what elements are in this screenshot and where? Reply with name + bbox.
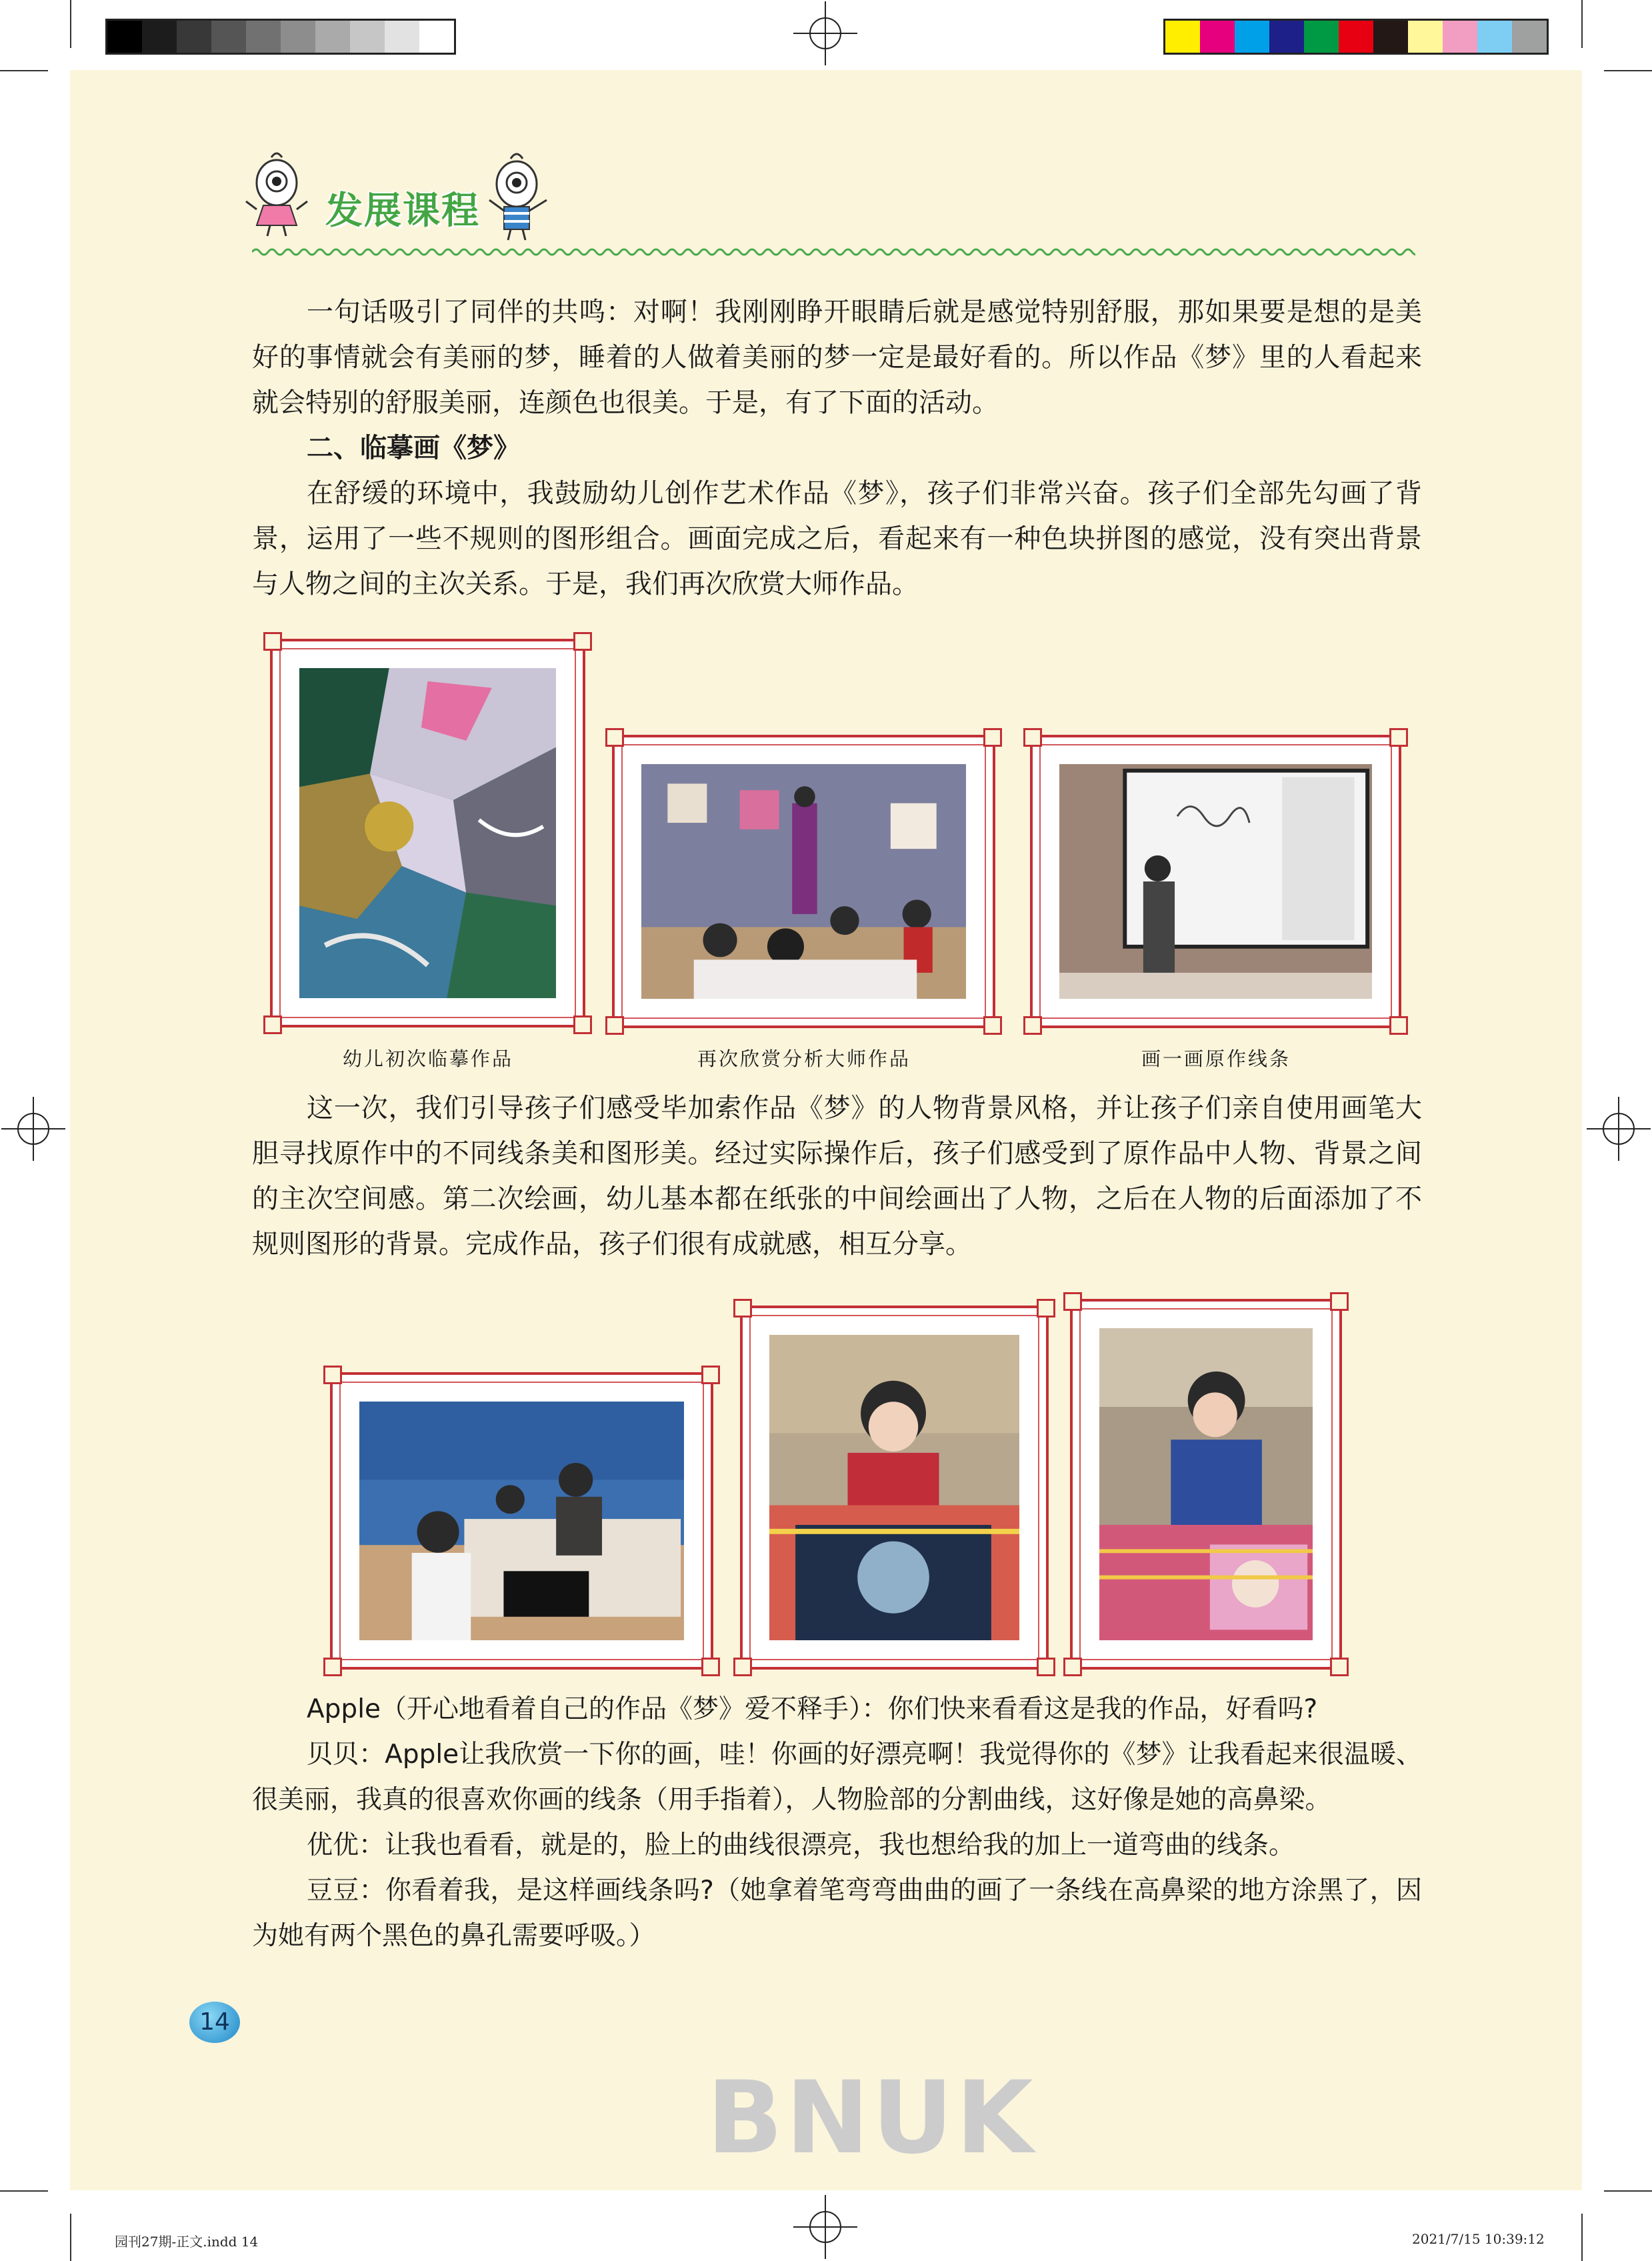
section-title: 发展课程 xyxy=(325,189,480,233)
color-swatch xyxy=(107,21,142,53)
color-swatch xyxy=(142,21,177,53)
paragraph: 在舒缓的环境中，我鼓励幼儿创作艺术作品《梦》，孩子们非常兴奋。孩子们全部先勾画了背景，运用了一些不规则的图形组合。画面完成之后，看起来有一种色块拼图的感觉，没有突出背景与人物之间的主次关系。于是，我们再次欣赏大师作品。 xyxy=(252,478,1422,599)
photo-frame-child-copy xyxy=(270,639,585,1027)
dialogue-line: 贝贝：Apple让我欣赏一下你的画，哇！你画的好漂亮啊！我觉得你的《梦》让我看起来很温暖、很美丽，我真的很喜欢你画的线条（用手指着），人物脸部的分割曲线，这好像是她的高鼻梁。 xyxy=(252,1740,1422,1815)
photo-children-drawing xyxy=(359,1402,684,1640)
mascot-girl-icon xyxy=(243,152,310,239)
crop-mark xyxy=(70,2214,71,2261)
registration-mark-left xyxy=(1,1097,65,1161)
dialogue-line: 豆豆：你看着我，是这样画线条吗?（她拿着笔弯弯曲曲的画了一条线在高鼻梁的地方涂黑了，因为她有两个黑色的鼻孔需要呼吸。） xyxy=(252,1876,1422,1951)
color-swatch xyxy=(1477,21,1512,53)
photo-child-copy-painting xyxy=(299,668,556,998)
color-swatch xyxy=(1443,21,1477,53)
intro-text-block xyxy=(252,289,1422,607)
dialogue-block xyxy=(252,1687,1422,1959)
frame-corner-ornament xyxy=(573,632,592,651)
photo-caption: 画一画原作线条 xyxy=(1141,1047,1291,1070)
photo-caption: 幼儿初次临摹作品 xyxy=(342,1047,513,1070)
subsection-heading: 二、临摹画《梦》 xyxy=(307,433,520,463)
crop-mark xyxy=(1604,2190,1652,2192)
color-swatch xyxy=(315,21,350,53)
color-swatch xyxy=(419,21,454,53)
frame-corner-ornament xyxy=(573,1015,592,1034)
crop-mark xyxy=(1604,70,1652,71)
dialogue-line: 优优：让我也看看，就是的，脸上的曲线很漂亮，我也想给我的加上一道弯曲的线条。 xyxy=(307,1830,1295,1860)
color-swatch xyxy=(1269,21,1304,53)
frame-corner-ornament xyxy=(701,1658,720,1676)
crop-mark xyxy=(1581,0,1583,48)
frame-corner-ornament xyxy=(1023,1016,1042,1035)
color-swatch xyxy=(1408,21,1443,53)
photo-teacher-and-children xyxy=(641,764,966,999)
frame-corner-ornament xyxy=(605,728,624,747)
dialogue-line: Apple（开心地看着自己的作品《梦》爱不释手）：你们快来看看这是我的作品，好看吗? xyxy=(307,1694,1318,1724)
color-swatch xyxy=(1200,21,1235,53)
cmyk-color-bar xyxy=(1163,19,1549,55)
paragraph: 一句话吸引了同伴的共鸣：对啊！我刚刚睁开眼睛后就是感觉特别舒服，那如果要是想的是美好的事情就会有美丽的梦，睡着的人做着美丽的梦一定是最好看的。所以作品《梦》里的人看起来就会特别的舒服美丽，连颜色也很美。于是，有了下面的活动。 xyxy=(252,297,1422,418)
crop-mark xyxy=(1581,2214,1583,2261)
photo-frame-boy-painting xyxy=(1070,1299,1342,1670)
photo-frame-girl-painting xyxy=(740,1306,1049,1670)
paragraph: 这一次，我们引导孩子们感受毕加索作品《梦》的人物背景风格，并让孩子们亲自使用画笔大胆寻找原作中的不同线条美和图形美。经过实际操作后，孩子们感受到了原作品中人物、背景之间的主次空间感。第二次绘画，幼儿基本都在纸张的中间绘画出了人物，之后在人物的后面添加了不规则图形的背景。完成作品，孩子们很有成就感，相互分享。 xyxy=(252,1093,1422,1260)
color-swatch xyxy=(177,21,211,53)
registration-mark-top xyxy=(793,1,857,65)
page-number-badge: 14 xyxy=(189,2002,240,2043)
photo-boy-with-artwork xyxy=(1099,1328,1313,1640)
frame-corner-ornament xyxy=(733,1299,752,1318)
frame-corner-ornament xyxy=(1063,1292,1082,1311)
wavy-divider xyxy=(252,247,1415,257)
crop-mark xyxy=(70,0,71,48)
photo-girl-with-artwork xyxy=(769,1335,1019,1640)
color-swatch xyxy=(1235,21,1269,53)
file-slug-left: 园刊27期-正文.indd 14 xyxy=(115,2234,259,2250)
crop-mark xyxy=(0,70,48,71)
frame-corner-ornament xyxy=(1330,1658,1349,1676)
photo-caption: 再次欣赏分析大师作品 xyxy=(697,1047,911,1070)
frame-corner-ornament xyxy=(323,1658,342,1676)
color-swatch xyxy=(1373,21,1408,53)
color-swatch xyxy=(1339,21,1373,53)
color-swatch xyxy=(1165,21,1200,53)
frame-corner-ornament xyxy=(1330,1292,1349,1311)
photo-frame-draw-lines xyxy=(1030,735,1401,1028)
frame-corner-ornament xyxy=(1037,1299,1055,1318)
color-swatch xyxy=(385,21,419,53)
color-swatch xyxy=(246,21,281,53)
watermark: BNUK xyxy=(707,2060,1036,2176)
frame-corner-ornament xyxy=(263,1015,282,1034)
frame-corner-ornament xyxy=(323,1366,342,1384)
color-swatch xyxy=(211,21,246,53)
frame-corner-ornament xyxy=(983,728,1002,747)
registration-mark-right xyxy=(1587,1097,1651,1161)
frame-corner-ornament xyxy=(1037,1658,1055,1676)
frame-corner-ornament xyxy=(263,632,282,651)
frame-corner-ornament xyxy=(605,1016,624,1035)
photo-frame-drawing-table xyxy=(330,1372,713,1670)
frame-corner-ornament xyxy=(1389,728,1408,747)
frame-corner-ornament xyxy=(1023,728,1042,747)
frame-corner-ornament xyxy=(983,1016,1002,1035)
frame-corner-ornament xyxy=(1389,1016,1408,1035)
frame-corner-ornament xyxy=(733,1658,752,1676)
registration-mark-bottom xyxy=(793,2195,857,2259)
photo-child-at-whiteboard xyxy=(1059,764,1372,999)
color-swatch xyxy=(350,21,385,53)
color-swatch xyxy=(281,21,315,53)
frame-corner-ornament xyxy=(701,1366,720,1384)
crop-mark xyxy=(0,2190,48,2192)
middle-text-block xyxy=(252,1085,1422,1267)
mascot-boy-icon xyxy=(480,152,553,242)
color-swatch xyxy=(1512,21,1547,53)
frame-corner-ornament xyxy=(1063,1658,1082,1676)
grayscale-color-bar xyxy=(105,19,456,55)
photo-frame-master-analysis xyxy=(612,735,995,1028)
color-swatch xyxy=(1304,21,1339,53)
file-slug-right: 2021/7/15 10:39:12 xyxy=(1412,2231,1545,2247)
